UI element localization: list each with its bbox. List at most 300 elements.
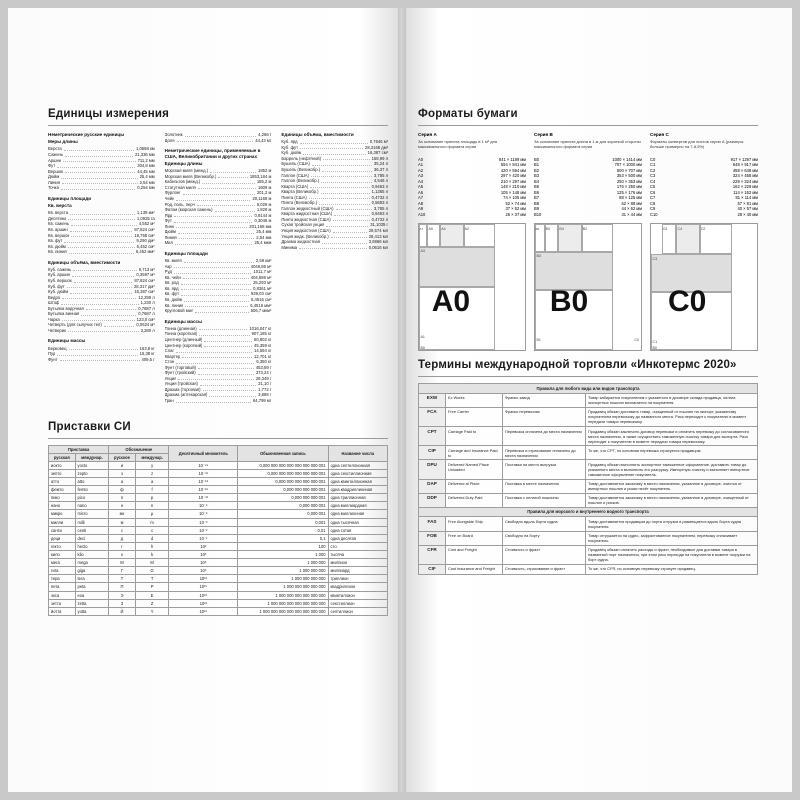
unit-name: Куб. фут xyxy=(48,283,65,289)
unit-name: Кабельтов (межд.) xyxy=(164,179,201,185)
unit-value: 36,37 л xyxy=(373,166,389,172)
leader-dots xyxy=(60,357,140,362)
si-prefix-table xyxy=(48,445,388,616)
unit-group-heading: Неметрические единицы, применяемые в США, Великобритании и других странах xyxy=(164,148,261,159)
unit-value: 50,802 кг xyxy=(254,336,272,342)
unit-group-subheading: Меры длины xyxy=(48,139,78,145)
unit-name: Бутылка винная xyxy=(48,311,80,317)
si-prefix-intl: peta xyxy=(75,583,109,591)
incoterms-name: Delivered at Place xyxy=(446,479,503,493)
unit-value: 16,38 кг xyxy=(139,351,155,357)
unit-value: 25,4 мм xyxy=(139,174,155,180)
unit-value: 304,8 мм xyxy=(137,163,155,169)
leader-dots xyxy=(202,179,255,184)
incoterms-row xyxy=(419,446,758,460)
unit-value: 2,54 мм xyxy=(256,234,272,240)
si-subhead-sym-intl: междунар. xyxy=(135,453,169,461)
leader-dots xyxy=(300,145,363,150)
unit-name: Квартер xyxy=(164,353,181,359)
si-symbol-intl: p xyxy=(135,494,169,502)
unit-value: 20,1168 м xyxy=(252,196,272,202)
leader-dots xyxy=(61,174,137,179)
leader-dots xyxy=(175,240,252,245)
label-a2: A2 xyxy=(464,226,469,231)
si-row xyxy=(49,599,388,607)
si-plain: 0,001 xyxy=(238,518,328,526)
si-row xyxy=(49,469,388,477)
paper-series-column xyxy=(650,132,758,217)
si-number-name: миллион xyxy=(328,559,387,567)
unit-value: 373,24 г xyxy=(255,370,272,376)
unit-row xyxy=(48,249,155,255)
si-multiplier: 10⁻¹⁸ xyxy=(169,477,238,485)
incoterms-name: Carriage Paid to xyxy=(446,427,503,446)
si-number-name: одна миллиардная xyxy=(328,502,387,510)
si-multiplier: 10⁻⁶ xyxy=(169,510,238,518)
unit-name: Баррель (нефтяной) xyxy=(281,155,322,161)
si-symbol-ru: Й xyxy=(109,607,136,615)
unit-name: Куб. вершок xyxy=(48,278,72,284)
unit-name: Унция (тройская) xyxy=(164,381,198,387)
leader-dots xyxy=(73,267,136,272)
unit-name: Десятина xyxy=(48,215,67,221)
paper-format-size: 162 × 229 мм xyxy=(732,184,758,190)
incoterms-rule: Перевозка и страхование оплачены до места назначения xyxy=(503,446,586,460)
label-c3: C3 xyxy=(652,256,658,261)
leader-dots xyxy=(204,337,252,342)
leader-dots xyxy=(200,381,256,386)
incoterms-code: EXW xyxy=(419,393,446,407)
leader-dots xyxy=(174,218,253,223)
si-number-name: одна квинтиллионная xyxy=(328,477,387,485)
si-prefix-ru: мега xyxy=(49,559,76,567)
paper-format-name: А10 xyxy=(418,211,426,217)
unit-name: Унция жидк. (Великобр.) xyxy=(281,233,329,239)
units-column-2 xyxy=(165,132,272,409)
si-multiplier: 10⁻⁹ xyxy=(169,502,238,510)
incoterms-rule: Стоимость, страхование и фрахт xyxy=(503,564,586,574)
unit-value: 28,349 г xyxy=(255,375,272,381)
incoterms-rule: Свободно на борту xyxy=(503,531,586,545)
paper-format-name: А0 xyxy=(418,156,424,162)
si-symbol-ru: г xyxy=(109,542,136,550)
leader-dots xyxy=(319,200,370,205)
unit-value: 3,785 л xyxy=(373,172,389,178)
paper-series-note: За основание принята длина в 1 м для короткой стороны максимального формата серии xyxy=(534,138,641,149)
unit-group xyxy=(165,148,272,246)
paper-format-size: 229 × 324 мм xyxy=(732,178,758,184)
leader-dots xyxy=(195,308,248,313)
si-row xyxy=(49,510,388,518)
unit-value: 201,168 мм xyxy=(249,223,272,229)
si-multiplier: 10² xyxy=(169,542,238,550)
si-symbol-ru: с xyxy=(109,526,136,534)
si-prefix-intl: mega xyxy=(75,559,109,567)
paper-format-size: 707 × 1000 мм xyxy=(614,162,642,168)
unit-value: 6,452 мм² xyxy=(135,249,155,255)
unit-name: Берковец xyxy=(48,345,67,351)
divider xyxy=(48,125,388,126)
unit-name: Морская миля (Великобр.) xyxy=(164,173,217,179)
si-symbol-intl: Y xyxy=(135,607,169,615)
paper-format-name: В0 xyxy=(534,156,540,162)
si-plain: 0,000 000 000 000 001 xyxy=(238,486,328,494)
paper-format-size: 917 × 1297 мм xyxy=(730,156,758,162)
si-prefix-intl: kilo xyxy=(75,550,109,558)
si-row xyxy=(49,542,388,550)
unit-name: Куб. дюйм xyxy=(48,289,69,295)
unit-name: Дюйм xyxy=(48,174,60,180)
leader-dots xyxy=(81,311,136,316)
unit-name: Кв. род xyxy=(164,280,179,286)
si-symbol-ru: н xyxy=(109,502,136,510)
incoterms-code: DPU xyxy=(419,460,446,479)
paper-format-name: А6 xyxy=(418,189,424,195)
si-symbol-intl: h xyxy=(135,542,169,550)
si-prefix-ru: тера xyxy=(49,575,76,583)
unit-value: 4,546 л xyxy=(373,178,389,184)
si-prefix-ru: йотта xyxy=(49,607,76,615)
unit-name: Кв. линия xyxy=(48,249,67,255)
si-plain: 0,000 000 000 001 xyxy=(238,494,328,502)
unit-value: 28,3168 дм³ xyxy=(364,144,389,150)
unit-name: Кв. миля xyxy=(164,258,182,264)
si-symbol-intl: m xyxy=(135,518,169,526)
leader-dots xyxy=(183,190,255,195)
leader-dots xyxy=(299,245,367,250)
unit-name: Унция жидкостная (США) xyxy=(281,227,331,233)
unit-name: Стон xyxy=(164,359,175,365)
unit-name: Бутылка водочная xyxy=(48,305,84,311)
paper-format-name: В8 xyxy=(534,200,540,206)
units-column-3 xyxy=(281,132,388,409)
paper-series-name: Серия С xyxy=(650,132,669,137)
si-number-name: миллиард xyxy=(328,567,387,575)
leader-dots xyxy=(322,239,367,244)
incoterms-description: Товар забирается покупателем с указанного в договоре склада продавца, оплата экспортных пошлин возлагается на покупателя. xyxy=(586,393,758,407)
unit-value: 1,772 г xyxy=(258,386,272,392)
incoterms-rule: Франко перевозчик xyxy=(503,407,586,426)
si-prefix-ru: нано xyxy=(49,502,76,510)
label-c2: C2 xyxy=(700,226,706,231)
unit-group xyxy=(165,132,272,143)
leader-dots xyxy=(174,269,252,274)
leader-dots xyxy=(336,206,372,211)
incoterms-rule: Франко завод xyxy=(503,393,586,407)
unit-row xyxy=(165,398,272,404)
unit-value: 3,888 г xyxy=(258,392,272,398)
si-prefix-intl: milli xyxy=(75,518,109,526)
paper-format-name: С0 xyxy=(650,156,656,162)
unit-value: 45,359 кг xyxy=(254,342,272,348)
page-title-si: Приставки СИ xyxy=(48,420,131,433)
leader-dots xyxy=(311,173,372,178)
leader-dots xyxy=(198,185,256,190)
unit-group-heading: Единицы массы xyxy=(48,338,86,344)
unit-name: Кв. верста xyxy=(48,210,69,216)
unit-value: 1852 м xyxy=(257,168,272,174)
incoterms-rule: Стоимость и фрахт xyxy=(503,545,586,564)
paper-format-size: 57 × 81 мм xyxy=(737,200,758,206)
unit-name: Штоф xyxy=(48,300,60,306)
si-head-plain: Обыкновенная запись xyxy=(238,445,328,461)
paper-format-name: А3 xyxy=(418,173,424,179)
unit-name: Фут xyxy=(48,163,56,169)
label-a3: A3 xyxy=(420,249,425,254)
si-table-head xyxy=(49,445,388,461)
si-prefix-intl: deci xyxy=(75,534,109,542)
unit-row xyxy=(165,138,272,144)
incoterms-code: CIP xyxy=(419,446,446,460)
unit-name: Золотник xyxy=(164,132,183,137)
si-symbol-intl: c xyxy=(135,526,169,534)
si-prefix-ru: санти xyxy=(49,526,76,534)
paper-format-size: 114 × 162 мм xyxy=(733,189,758,195)
label-b0: B0 xyxy=(549,284,589,318)
unit-value: 87,824 см³ xyxy=(134,278,155,284)
left-page xyxy=(48,108,388,688)
si-row xyxy=(49,526,388,534)
si-symbol-intl: E xyxy=(135,591,169,599)
unit-group-heading: Единицы площади xyxy=(48,195,92,201)
label-c4: C4 xyxy=(677,226,683,231)
si-plain: 1 000 000 000 000 000 xyxy=(238,583,328,591)
unit-value: 35,24 л xyxy=(373,161,389,167)
si-number-name: триллион xyxy=(328,575,387,583)
paper-format-size: 353 × 500 мм xyxy=(616,173,642,179)
leader-dots xyxy=(71,221,137,226)
si-symbol-ru: Э xyxy=(109,591,136,599)
si-symbol-intl: M xyxy=(135,559,169,567)
unit-name: Морская миля (межд.) xyxy=(164,168,209,174)
incoterms-name: Free on Board xyxy=(446,531,503,545)
unit-name: Галлон (США) xyxy=(281,172,309,178)
incoterms-description: Товар доставляется заказчику в место назначения, указанное в договоре, очищенный от пошлин и рисков. xyxy=(586,493,758,507)
incoterms-row xyxy=(419,479,758,493)
incoterms-row xyxy=(419,564,758,574)
incoterms-row xyxy=(419,393,758,407)
label-c1: C1 xyxy=(652,340,658,345)
si-head-multiplier: Десятичный множитель xyxy=(169,445,238,461)
incoterms-table-body xyxy=(419,384,758,575)
paper-format-name: С6 xyxy=(650,189,656,195)
paper-format-name: С10 xyxy=(650,211,658,217)
si-symbol-ru: к xyxy=(109,550,136,558)
paper-format-row xyxy=(534,212,642,218)
paper-format-name: В9 xyxy=(534,206,540,212)
label-b-c0: C0 xyxy=(634,337,639,342)
unit-name: Ведро xyxy=(48,294,61,300)
si-prefix-intl: yocto xyxy=(75,461,109,469)
si-symbol-ru: ф xyxy=(109,486,136,494)
incoterms-description: Товар отгружается на судно, зафрахтованное покупателем, перевозку оплачивает покупатель. xyxy=(586,531,758,545)
paper-series-column xyxy=(534,132,642,217)
unit-value: 87,824 см² xyxy=(134,226,155,232)
unit-value: 3,6966 мл xyxy=(368,239,389,245)
label-a1: A1 xyxy=(420,335,425,340)
si-multiplier: 10⁻¹² xyxy=(169,494,238,502)
si-prefix-intl: pico xyxy=(75,494,109,502)
si-symbol-intl: y xyxy=(135,461,169,469)
unit-name: Кв. сажень xyxy=(48,221,70,227)
leader-dots xyxy=(300,139,368,144)
unit-name: Линия xyxy=(164,234,177,240)
si-head-prefix: Приставка xyxy=(49,445,109,453)
paper-series-name: Серия А xyxy=(418,132,437,137)
unit-name: Кв. фут xyxy=(48,238,63,244)
si-number-name: одна сотая xyxy=(328,526,387,534)
leader-dots xyxy=(210,168,256,173)
paper-format-size: 105 × 148 мм xyxy=(500,189,526,195)
si-row xyxy=(49,559,388,567)
si-prefix-ru: кило xyxy=(49,550,76,558)
unit-group xyxy=(48,260,155,334)
leader-dots xyxy=(57,351,137,356)
paper-format-name: С3 xyxy=(650,173,656,179)
incoterms-description: Товар доставляется заказчику в место назначения, указанное в договоре, очистка от импортных пошлин и риски несёт покупатель. xyxy=(586,479,758,493)
incoterms-section-label: Правила для морского и внутреннего водного транспорта xyxy=(419,507,758,516)
si-plain: 0,000 000 000 000 000 001 xyxy=(238,477,328,485)
si-symbol-intl: f xyxy=(135,486,169,494)
label-a0: A0 xyxy=(431,284,471,318)
si-header-row xyxy=(49,445,388,453)
leader-dots xyxy=(179,235,255,240)
unit-value: 0,254 мм xyxy=(137,185,155,191)
unit-name: Ярд xyxy=(164,212,173,218)
leader-dots xyxy=(70,289,132,294)
si-head-symbol: Обозначение xyxy=(109,445,169,453)
si-row xyxy=(49,591,388,599)
si-symbol-ru: а xyxy=(109,477,136,485)
unit-value: 9,713 м³ xyxy=(138,266,155,272)
unit-row xyxy=(281,245,388,251)
unit-group-heading: Единицы объёма, вместимости xyxy=(281,132,354,137)
unit-value: 4046,86 м² xyxy=(250,263,272,269)
unit-name: Фунт (торговый) xyxy=(164,364,196,370)
leader-dots xyxy=(310,184,369,189)
unit-name: Куб. фут xyxy=(281,144,299,150)
si-prefix-ru: иокто xyxy=(49,461,76,469)
unit-name: Тонна (длинная) xyxy=(164,325,197,331)
incoterms-row xyxy=(419,460,758,479)
leader-dots xyxy=(203,387,257,392)
notebook-page xyxy=(8,8,792,792)
unit-name: Фурлонг xyxy=(164,190,181,196)
si-symbol-ru: Г xyxy=(109,567,136,575)
paper-format-name: А4 xyxy=(418,178,424,184)
si-number-name: одна септиллионная xyxy=(328,461,387,469)
unit-row xyxy=(48,328,155,334)
unit-name: Четверик xyxy=(48,327,66,333)
si-plain: 0,1 xyxy=(238,534,328,542)
unit-name: Унция xyxy=(164,375,177,381)
si-plain: 1 000 000 xyxy=(238,559,328,567)
paper-size-diagram xyxy=(418,223,758,351)
si-plain: 0,000 000 001 xyxy=(238,502,328,510)
si-multiplier: 10³ xyxy=(169,550,238,558)
paper-format-name: В5 xyxy=(534,184,540,190)
leader-dots xyxy=(321,189,370,194)
unit-name: Пинта жидкостная (США) xyxy=(281,216,331,222)
paper-format-size: 28 × 40 мм xyxy=(737,211,758,217)
paper-format-size: 81 × 114 мм xyxy=(735,195,758,201)
si-number-name: одна десятая xyxy=(328,534,387,542)
leader-dots xyxy=(184,297,249,302)
incoterms-row xyxy=(419,545,758,564)
unit-value: 907,185 кг xyxy=(251,331,272,337)
si-symbol-intl: d xyxy=(135,534,169,542)
unit-group-subheading: Единицы длины xyxy=(164,161,203,167)
unit-name: Бушель (США) xyxy=(281,161,310,167)
leader-dots xyxy=(72,272,134,277)
unit-name: Пинта (США) xyxy=(281,194,307,200)
si-prefix-intl: atto xyxy=(75,477,109,485)
paper-format-name: С1 xyxy=(650,162,656,168)
leader-dots xyxy=(218,174,247,179)
unit-value: 44,45 мм xyxy=(137,168,155,174)
unit-name: Чейн xyxy=(164,196,175,202)
si-multiplier: 10²¹ xyxy=(169,599,238,607)
incoterms-rule: Поставка в месте назначения xyxy=(503,479,586,493)
paper-format-name: А9 xyxy=(418,206,424,212)
unit-value: 21,336 мм xyxy=(134,152,155,158)
unit-value: 929,03 см² xyxy=(251,291,272,297)
unit-name: Кв. линия xyxy=(164,302,184,308)
si-prefix-intl: tera xyxy=(75,575,109,583)
paper-series-name: Серия В xyxy=(534,132,553,137)
si-prefix-ru: зетта xyxy=(49,599,76,607)
paper-format-name: В10 xyxy=(534,211,542,217)
incoterms-code: FAS xyxy=(419,517,446,531)
paper-format-size: 74 × 105 мм xyxy=(503,195,526,201)
incoterms-code: FCA xyxy=(419,407,446,426)
unit-name: Пинта (Великобр.) xyxy=(281,200,318,206)
leader-dots xyxy=(174,264,249,269)
unit-name: Слаг xyxy=(164,348,174,354)
si-prefix-ru: экса xyxy=(49,591,76,599)
si-row xyxy=(49,583,388,591)
leader-dots xyxy=(176,398,251,403)
si-plain: 1 000 xyxy=(238,550,328,558)
paper-format-size: 1000 × 1414 мм xyxy=(612,156,642,162)
unit-name: Кв. чейн xyxy=(164,274,181,280)
si-prefix-intl: hecto xyxy=(75,542,109,550)
leader-dots xyxy=(209,392,256,397)
paper-format-row xyxy=(650,212,758,218)
paper-format-columns xyxy=(418,132,758,217)
unit-value: 28,317 дм³ xyxy=(133,283,155,289)
si-prefix-ru: пета xyxy=(49,583,76,591)
leader-dots xyxy=(215,207,255,212)
label-b4: B4 xyxy=(559,226,564,231)
unit-name: Кварта (США) xyxy=(281,183,309,189)
si-symbol-intl: z xyxy=(135,469,169,477)
si-number-name: квинтиллион xyxy=(328,591,387,599)
paper-format-size: 40 × 57 мм xyxy=(737,206,758,212)
unit-value: 64,799 мг xyxy=(252,398,272,403)
si-prefix-intl: yotta xyxy=(75,607,109,615)
si-row xyxy=(49,461,388,469)
leader-dots xyxy=(199,326,248,331)
label-a4: A4 xyxy=(441,226,446,231)
paper-format-row xyxy=(418,212,526,218)
label-c5: C5 xyxy=(662,226,668,231)
unit-name: Кв. ярд xyxy=(164,285,179,291)
label-b3: B3 xyxy=(536,254,541,259)
unit-value: 4,552 м² xyxy=(138,221,155,227)
paper-format-size: 324 × 458 мм xyxy=(732,173,758,179)
paper-format-size: 458 × 648 мм xyxy=(732,167,758,173)
